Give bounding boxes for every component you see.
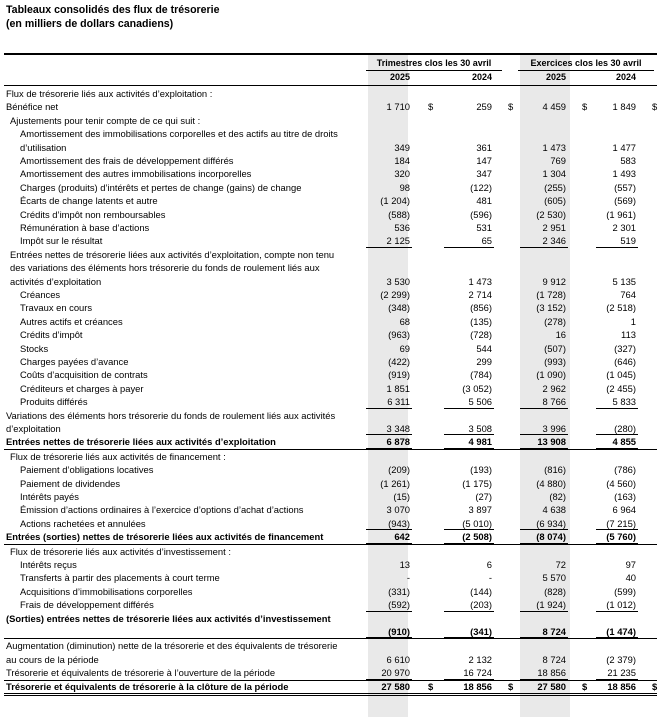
row-value: (280) <box>614 422 636 434</box>
table-row <box>0 680 664 693</box>
row-value: (27) <box>475 491 492 502</box>
currency-symbol: $ <box>508 680 514 692</box>
row-value: 3 070 <box>386 504 410 516</box>
row-value: 642 <box>394 531 410 543</box>
table-row <box>0 639 664 666</box>
row-value: 6 964 <box>612 504 636 516</box>
table-row <box>0 598 664 611</box>
row-value: (255) <box>544 181 566 193</box>
row-value: (1 474) <box>606 625 636 637</box>
row-label: Charges (produits) d’intérêts et pertes de change (gains) de change <box>20 181 302 193</box>
row-value: (786) <box>614 464 636 476</box>
table-row <box>0 395 664 408</box>
row-value: 69 <box>399 342 410 354</box>
table-row <box>0 409 664 436</box>
row-label: Crédits d’impôt <box>20 329 83 341</box>
row-value: (828) <box>544 585 566 597</box>
currency-symbol: $ <box>652 680 658 692</box>
row-value: (1 045) <box>606 369 636 381</box>
row-value: 1 477 <box>612 141 636 153</box>
row-value: 98 <box>399 181 410 193</box>
row-value: 320 <box>394 168 410 180</box>
row-value: 13 <box>399 559 410 570</box>
row-value: 769 <box>550 155 566 166</box>
row-value: (82) <box>549 491 566 502</box>
row-value: 2 125 <box>386 235 410 247</box>
row-value: 1 <box>630 315 636 327</box>
row-value: 1 473 <box>468 275 492 287</box>
row-value: 361 <box>476 141 492 153</box>
table-row <box>0 666 664 679</box>
row-value: (331) <box>388 585 410 597</box>
table-row <box>0 167 664 180</box>
table-row <box>0 87 664 100</box>
currency-symbol: $ <box>652 101 658 113</box>
col-2024-year: 2024 <box>615 72 636 82</box>
row-value: (728) <box>470 329 492 341</box>
row-value: 18 856 <box>537 667 566 679</box>
row-value: 147 <box>476 155 492 166</box>
row-value: 113 <box>621 329 636 341</box>
row-label: Paiement d’obligations locatives <box>20 464 154 476</box>
row-value: 544 <box>476 342 492 354</box>
row-value: 68 <box>399 315 410 327</box>
col-2024-quarter: 2024 <box>471 72 492 82</box>
table-row <box>0 382 664 395</box>
table-row <box>0 154 664 167</box>
row-value: 1 849 <box>612 101 636 113</box>
row-value: (4 880) <box>536 477 566 489</box>
row-value: - <box>406 572 410 584</box>
row-value: 5 570 <box>542 572 566 584</box>
table-row <box>0 234 664 247</box>
quarters-header-rule <box>366 70 502 71</box>
table-row <box>0 368 664 381</box>
table-row <box>0 248 664 288</box>
table-row <box>0 571 664 584</box>
row-value: (144) <box>470 585 492 597</box>
row-label: Actions rachetées et annulées <box>20 517 146 529</box>
grand-total-rule <box>4 693 657 694</box>
row-value: (3 052) <box>462 382 492 394</box>
row-value: (1 728) <box>536 289 566 300</box>
row-value: 4 459 <box>542 101 566 113</box>
row-value: (507) <box>544 342 566 354</box>
col-2025-year: 2025 <box>545 72 566 82</box>
row-value: 1 304 <box>542 168 566 180</box>
row-label: Intérêts payés <box>20 491 79 502</box>
row-value: 536 <box>394 222 410 233</box>
row-value: (7 215) <box>606 517 636 529</box>
table-row <box>0 558 664 571</box>
row-value: 2 714 <box>468 289 492 300</box>
row-value: (588) <box>388 208 410 220</box>
table-row <box>0 530 664 543</box>
row-value: (5 760) <box>606 531 636 543</box>
row-value: 5 833 <box>612 396 636 408</box>
row-value: 4 638 <box>542 504 566 516</box>
row-label: Écarts de change latents et autre <box>20 195 158 207</box>
row-value: 1 493 <box>612 168 636 180</box>
row-label: Paiement de dividendes <box>20 477 121 489</box>
row-value: 1 473 <box>542 141 566 153</box>
row-value: (1 175) <box>462 477 492 489</box>
row-value: (2 379) <box>606 653 636 665</box>
row-value: 8 724 <box>542 653 566 665</box>
row-label: (Sorties) entrées nettes de trésorerie liées aux activités d’investissement <box>6 612 331 624</box>
row-value: 40 <box>625 572 636 584</box>
row-value: (8 074) <box>536 531 566 543</box>
row-value: 764 <box>620 289 636 300</box>
row-label: Rémunération à base d’actions <box>20 222 150 233</box>
row-value: (278) <box>544 315 566 327</box>
row-label: Entrées (sorties) nettes de trésorerie liées aux activités de financement <box>6 531 324 543</box>
row-value: (816) <box>544 464 566 476</box>
row-value: 2 962 <box>542 382 566 394</box>
row-value: 481 <box>476 195 492 207</box>
table-row <box>0 315 664 328</box>
table-row <box>0 517 664 530</box>
row-value: 1 710 <box>386 101 410 113</box>
row-value: (943) <box>388 517 410 529</box>
row-value: 20 970 <box>381 667 410 679</box>
table-row <box>0 221 664 234</box>
row-label: Frais de développement différés <box>20 599 154 611</box>
row-label: Augmentation (diminution) nette de la trésorerie et des équivalents de trésorerie au cours de la période <box>6 640 338 665</box>
row-value: (422) <box>388 356 410 367</box>
table-row <box>0 490 664 503</box>
row-value: (15) <box>393 491 410 502</box>
row-value: (993) <box>544 356 566 367</box>
grand-total-rule <box>4 695 657 696</box>
header-top-rule <box>4 53 657 55</box>
row-value: 9 912 <box>542 275 566 287</box>
row-value: 6 <box>486 559 492 570</box>
row-value: 184 <box>394 155 410 166</box>
row-value: 3 897 <box>468 504 492 516</box>
row-value: 531 <box>476 222 492 233</box>
row-value: (592) <box>388 599 410 611</box>
row-value: 6 610 <box>386 653 410 665</box>
row-value: (784) <box>470 369 492 381</box>
row-label: Trésorerie et équivalents de trésorerie à la clôture de la période <box>6 680 289 692</box>
row-value: 1 851 <box>386 382 410 394</box>
table-row <box>0 355 664 368</box>
table-row <box>0 301 664 314</box>
row-value: (163) <box>614 491 636 502</box>
row-value: 27 580 <box>537 680 566 692</box>
quarters-header: Trimestres clos les 30 avril <box>376 58 492 68</box>
row-value: (1 961) <box>606 208 636 220</box>
row-value: (919) <box>388 369 410 381</box>
row-label: Entrées nettes de trésorerie liées aux activités d’exploitation, compte non tenu des variations des éléments hors trésorerie du fonds de roulement liés aux activités d’exploitation <box>10 248 335 287</box>
row-value: 72 <box>555 559 566 570</box>
row-value: 65 <box>481 235 492 247</box>
row-value: 18 856 <box>607 680 636 692</box>
row-label: Impôt sur le résultat <box>20 235 103 247</box>
row-value: 27 580 <box>381 680 410 692</box>
row-label: Transferts à partir des placements à court terme <box>20 572 220 584</box>
table-row <box>0 342 664 355</box>
row-value: (646) <box>614 356 636 367</box>
row-value: 5 506 <box>468 396 492 408</box>
row-value: 21 235 <box>607 667 636 679</box>
table-row <box>0 127 664 154</box>
row-value: (596) <box>470 208 492 220</box>
row-value: 583 <box>620 155 636 166</box>
table-row <box>0 328 664 341</box>
table-row <box>0 477 664 490</box>
table-row <box>0 194 664 207</box>
row-value: 16 <box>555 329 566 341</box>
row-value: (6 934) <box>536 517 566 529</box>
statement-title: Tableaux consolidés des flux de trésorerie <box>6 4 220 16</box>
row-value: (122) <box>470 181 492 193</box>
row-label: Travaux en cours <box>20 302 93 314</box>
row-value: 3 996 <box>542 422 566 434</box>
table-row <box>0 463 664 476</box>
row-label: Bénéfice net <box>6 101 59 113</box>
row-value: 2 346 <box>542 235 566 247</box>
row-value: 6 878 <box>386 436 410 448</box>
row-value: 2 301 <box>612 222 636 233</box>
row-value: 259 <box>476 101 492 113</box>
row-value: (327) <box>614 342 636 354</box>
row-value: (856) <box>470 302 492 314</box>
table-row <box>0 208 664 221</box>
row-value: (1 261) <box>380 477 410 489</box>
row-value: (605) <box>544 195 566 207</box>
row-label: Ajustements pour tenir compte de ce qui suit : <box>10 114 201 126</box>
table-row <box>0 114 664 127</box>
years-header: Exercices clos les 30 avril <box>530 58 642 68</box>
row-value: 3 508 <box>468 422 492 434</box>
row-value: (5 010) <box>462 517 492 529</box>
row-value: (2 508) <box>462 531 492 543</box>
row-value: 8 724 <box>542 625 566 637</box>
row-value: - <box>488 572 492 584</box>
row-value: 13 908 <box>537 436 566 448</box>
row-label: Amortissement des frais de développement différés <box>20 155 234 166</box>
row-value: (135) <box>470 315 492 327</box>
row-value: (3 152) <box>536 302 566 314</box>
row-value: (2 299) <box>380 289 410 300</box>
col-2025-quarter: 2025 <box>389 72 410 82</box>
row-value: 8 766 <box>542 396 566 408</box>
row-label: Stocks <box>20 342 49 354</box>
row-value: (557) <box>614 181 636 193</box>
currency-symbol: $ <box>428 101 434 113</box>
row-value: (203) <box>470 599 492 611</box>
row-value: (910) <box>388 625 410 637</box>
row-value: (193) <box>470 464 492 476</box>
table-row <box>0 288 664 301</box>
row-value: 16 724 <box>463 667 492 679</box>
table-row <box>0 450 664 463</box>
row-value: 2 132 <box>468 653 492 665</box>
row-value: 18 856 <box>463 680 492 692</box>
row-value: 2 951 <box>542 222 566 233</box>
row-label: Amortissement des autres immobilisations incorporelles <box>20 168 252 180</box>
row-label: Émission d’actions ordinaires à l’exercice d’options d’achat d’actions <box>20 504 304 516</box>
header-bottom-rule <box>4 85 657 86</box>
row-label: Coûts d’acquisition de contrats <box>20 369 148 381</box>
row-value: (209) <box>388 464 410 476</box>
row-label: Intérêts reçus <box>20 559 77 570</box>
row-label: Variations des éléments hors trésorerie du fonds de roulement liés aux activités d’exploitation <box>6 409 336 434</box>
row-value: 4 981 <box>468 436 492 448</box>
row-value: (569) <box>614 195 636 207</box>
row-value: (2 455) <box>606 382 636 394</box>
currency-symbol: $ <box>582 101 588 113</box>
row-value: 4 855 <box>612 436 636 448</box>
row-label: Trésorerie et équivalents de trésorerie à l’ouverture de la période <box>6 667 276 679</box>
row-value: 347 <box>476 168 492 180</box>
row-value: (2 530) <box>536 208 566 220</box>
row-value: (1 204) <box>380 195 410 207</box>
statement-subtitle: (en milliers de dollars canadiens) <box>6 18 174 30</box>
row-value: 6 311 <box>387 396 410 408</box>
row-value: (4 560) <box>606 477 636 489</box>
row-value: 3 348 <box>386 422 410 434</box>
table-row <box>0 612 664 639</box>
table-row <box>0 545 664 558</box>
row-value: 519 <box>620 235 636 247</box>
row-label: Autres actifs et créances <box>20 315 123 327</box>
row-value: (348) <box>388 302 410 314</box>
row-label: Acquisitions d’immobilisations corporelles <box>20 585 193 597</box>
row-value: 97 <box>625 559 636 570</box>
table-row <box>0 503 664 516</box>
table-row <box>0 435 664 448</box>
currency-symbol: $ <box>428 680 434 692</box>
row-label: Flux de trésorerie liés aux activités d’investissement : <box>10 545 231 557</box>
years-header-rule <box>518 70 654 71</box>
table-row <box>0 181 664 194</box>
row-value: 3 530 <box>386 275 410 287</box>
currency-symbol: $ <box>508 101 514 113</box>
row-label: Charges payées d’avance <box>20 356 129 367</box>
row-value: 349 <box>394 141 410 153</box>
currency-symbol: $ <box>582 680 588 692</box>
row-value: (341) <box>470 625 492 637</box>
row-value: (2 518) <box>606 302 636 314</box>
row-label: Amortissement des immobilisations corporelles et des actifs au titre de droits d’utilisation <box>20 128 338 153</box>
row-value: (963) <box>388 329 410 341</box>
row-label: Flux de trésorerie liés aux activités d’exploitation : <box>6 88 213 99</box>
row-label: Crédits d’impôt non remboursables <box>20 208 166 220</box>
row-value: (1 090) <box>536 369 566 381</box>
row-value: 5 135 <box>612 275 636 287</box>
row-value: 299 <box>476 356 492 367</box>
row-label: Flux de trésorerie liés aux activités de financement : <box>10 450 226 462</box>
table-row <box>0 100 664 113</box>
grand-total-rule <box>4 680 657 681</box>
row-value: (599) <box>614 585 636 597</box>
row-value: (1 012) <box>606 599 636 611</box>
row-label: Créances <box>20 289 61 300</box>
row-label: Créditeurs et charges à payer <box>20 382 144 394</box>
row-label: Produits différés <box>20 396 88 408</box>
table-row <box>0 585 664 598</box>
row-label: Entrées nettes de trésorerie liées aux activités d’exploitation <box>6 436 276 448</box>
row-value: (1 924) <box>536 599 566 611</box>
